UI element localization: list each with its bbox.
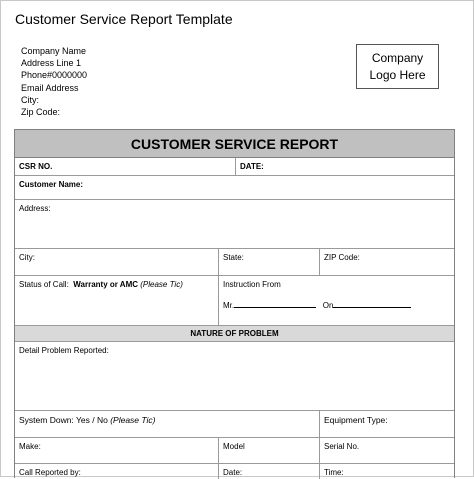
address-field[interactable] xyxy=(15,200,454,248)
status-options: Warranty or AMC xyxy=(73,280,139,289)
model-label: Model xyxy=(223,442,245,451)
model-field[interactable] xyxy=(218,438,319,463)
csr-no-field[interactable] xyxy=(15,158,235,175)
csr-no-label: CSR NO. xyxy=(19,162,53,171)
customer-name-field[interactable] xyxy=(15,176,454,199)
make-label: Make: xyxy=(19,442,41,451)
mr-label: Mr. xyxy=(223,301,235,310)
equipment-type-field[interactable] xyxy=(319,411,456,437)
equipment-type-label: Equipment Type: xyxy=(324,415,388,425)
state-field[interactable] xyxy=(218,249,319,275)
document-title: Customer Service Report Template xyxy=(15,11,233,27)
zip-code-label: ZIP Code: xyxy=(324,253,360,262)
instruction-lines xyxy=(223,299,452,310)
nature-of-problem-header: NATURE OF PROBLEM xyxy=(15,326,454,342)
company-logo-placeholder xyxy=(356,44,439,89)
mr-blank[interactable] xyxy=(234,299,316,308)
serial-no-field[interactable] xyxy=(319,438,456,463)
status-row xyxy=(15,276,454,326)
report-title: CUSTOMER SERVICE REPORT xyxy=(15,130,454,158)
make-field[interactable] xyxy=(15,438,218,463)
instruction-from-field[interactable] xyxy=(218,276,456,325)
system-down-hint: (Please Tic) xyxy=(110,415,156,425)
on-blank[interactable] xyxy=(333,299,411,308)
address-label: Address: xyxy=(19,204,51,213)
report-form xyxy=(14,129,455,478)
customer-name-label: Customer Name: xyxy=(19,180,84,189)
date-field[interactable] xyxy=(235,158,456,175)
status-hint: (Please Tic) xyxy=(140,280,183,289)
phone-line: Phone#0000000 xyxy=(21,70,88,81)
city-field[interactable] xyxy=(15,249,218,275)
city-row xyxy=(15,249,454,276)
serial-no-label: Serial No. xyxy=(324,442,360,451)
logo-text-line2: Logo Here xyxy=(369,68,426,82)
status-label: Status of Call: xyxy=(19,280,69,289)
call-time-label: Time: xyxy=(324,468,344,477)
date-label: DATE: xyxy=(240,162,264,171)
address-row xyxy=(15,200,454,249)
customer-name-row xyxy=(15,176,454,200)
call-reported-label: Call Reported by: xyxy=(19,468,81,477)
city-line: City: xyxy=(21,94,39,105)
state-label: State: xyxy=(223,253,244,262)
call-date-label: Date: xyxy=(223,468,243,477)
system-down-label: System Down: Yes / No xyxy=(19,415,108,425)
address-line: Address Line 1 xyxy=(21,58,82,69)
status-of-call-field[interactable] xyxy=(15,276,218,325)
company-info xyxy=(21,45,87,118)
instruction-label: Instruction From xyxy=(223,280,281,289)
system-down-field[interactable] xyxy=(15,411,319,437)
detail-problem-label: Detail Problem Reported: xyxy=(19,346,109,355)
system-down-row xyxy=(15,411,454,438)
on-label: On xyxy=(322,301,334,310)
detail-problem-row xyxy=(15,342,454,411)
logo-text-line1: Company xyxy=(371,51,424,65)
make-row xyxy=(15,438,454,464)
detail-problem-field[interactable] xyxy=(15,342,454,410)
email-line: Email Address xyxy=(21,82,79,93)
city-label: City: xyxy=(19,253,35,262)
zip-code-field[interactable] xyxy=(319,249,456,275)
csr-row xyxy=(15,158,454,176)
zip-line: Zip Code: xyxy=(21,107,61,118)
company-name: Company Name xyxy=(21,46,87,56)
